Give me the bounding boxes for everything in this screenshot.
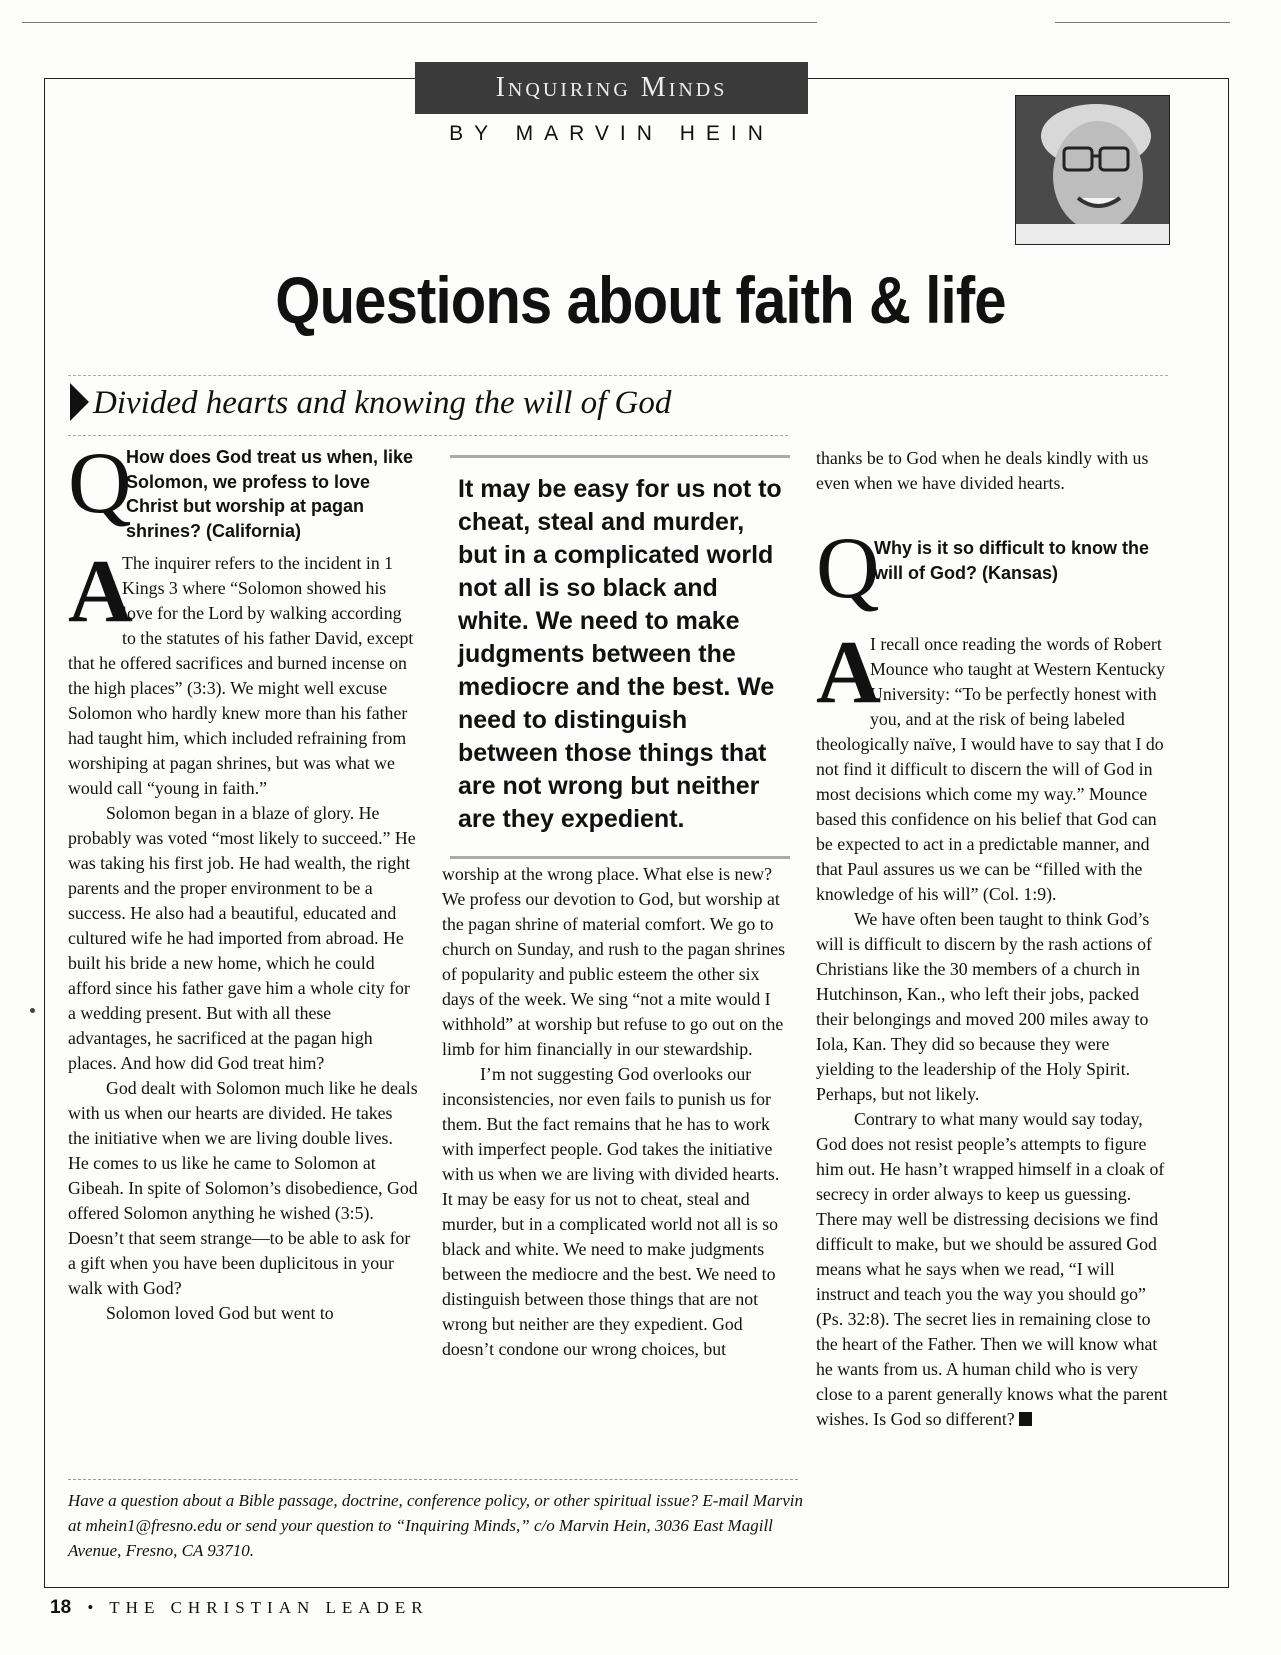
submission-note: Have a question about a Bible passage, doctrine, conference policy, or other spiritual issue? E-mail Marvin at mhein1@fresno.edu or send your question to “Inquiring Minds,” c/o Marvin Hein, 3036 East Magill Avenue, Fresno, CA 93710.: [68, 1491, 803, 1560]
answer-2-para-2: We have often been taught to think God’s will is difficult to discern by the rash actions of Christians like the 30 members of a church in Hutchinson, Kan., who left their jobs, packed their belongings and moved 200 miles away to Iola, Kan. They did so because they were yielding to the leadership of the Holy Spirit. Perhaps, but not likely.: [816, 909, 1152, 1104]
column-2-para-2: I’m not suggesting God overlooks our inconsistencies, nor even fails to punish us for them. But the fact remains that he has to work with imperfect people. God takes the initiative with us when we are living with divided hearts. It may be easy for us not to cheat, steal and murder, but in a complicated world not all is so black and white. We need to make judgments between the mediocre and the best. We need to distinguish between those things that are not wrong but neither are they expedient. God doesn’t condone our wrong choices, but: [442, 1064, 780, 1359]
answer-2-para-1: I recall once reading the words of Robert Mounce who taught at Western Kentucky University: “To be perfectly honest with you, and at the risk of being labeled theologically naïve, I would have to say that I do not find it difficult to discern the will of God in most decisions which come my way.” Mounce based this confidence on his belief that God can be expected to act in a predictable manner, and that Paul assures us we can be “filled with the knowledge of his will” (Col. 1:9).: [816, 634, 1166, 904]
deck: [70, 385, 671, 424]
footer-rule: [68, 1479, 798, 1480]
question-2-text: Why is it so difficult to know the will of God? (Kansas): [874, 538, 1149, 583]
column-kicker: Inquiring Minds: [415, 62, 808, 114]
byline: BY MARVIN HEIN: [449, 122, 774, 145]
folio: [50, 1597, 429, 1619]
author-photo: [1015, 95, 1170, 245]
magazine-name: THE CHRISTIAN LEADER: [109, 1598, 429, 1617]
q-dropcap: Q: [816, 520, 880, 617]
folio-separator: •: [87, 1598, 100, 1617]
column-2: [442, 862, 792, 1362]
answer-1: [68, 542, 418, 1326]
answer-1-para-1: The inquirer refers to the incident in 1 Kings 3 where “Solomon showed his love for the Lord by walking according to the statutes of his father David, except that he offered sacrifices and burned incense on the high places” (3:3). We might well excuse Solomon who hardly knew more than his father had taught him, which included refraining from worshiping at pagan shrines, but was what we would call “young in faith.”: [68, 553, 414, 798]
end-mark-icon: [1019, 1412, 1032, 1426]
question-1: [68, 435, 418, 543]
question-2: [816, 520, 1172, 624]
a-dropcap: A: [68, 542, 133, 641]
question-1-text: How does God treat us when, like Solomon, we profess to love Christ but worship at pagan shrines? (California): [126, 447, 414, 541]
margin-dot: [30, 1008, 35, 1013]
answer-2-para-3-text: Contrary to what many would say today, God does not resist people’s attempts to figure him out. He hasn’t wrapped himself in a cloak of secrecy in order always to keep us guessing. There may well be distressing decisions we find difficult to make, but we should be assured God means what he says when we read, “I will instruct and teach you the way you should go” (Ps. 32:8). The secret lies in remaining close to the heart of the Father. Then we will know what he wants from us. A human child who is very close to a parent generally knows what the parent wishes. Is God so different?: [816, 1109, 1168, 1429]
answer-1-para-2: Solomon began in a blaze of glory. He probably was voted “most likely to succeed.” He was taking his first job. He had wealth, the right parents and the proper environment to be a success. He also had a beautiful, educated and cultured wife he had imported from abroad. He built his bride a new home, which he could afford since his father gave him a whole city for a wedding present. But with all these advantages, he sacrificed at the pagan high places. And how did God treat him?: [68, 803, 416, 1073]
headline: Questions about faith & life: [275, 263, 1006, 337]
top-rule-right: [1055, 22, 1230, 23]
column-2-para-1: worship at the wrong place. What else is new? We profess our devotion to God, but worship at the pagan shrine of material comfort. We go to church on Sunday, and rush to the pagan shrines of popularity and public esteem the other six days of the week. We sing “not a mite would I withhold” at worship but refuse to go out on the limb for him financially in our stewardship.: [442, 864, 786, 1059]
answer-2: [816, 623, 1172, 1432]
page-number: 18: [50, 1597, 72, 1618]
answer-1-para-3: God dealt with Solomon much like he deals with us when our hearts are divided. He takes the initiative when we are living double lives. He comes to us like he came to Solomon at Gibeah. In spite of Solomon’s disobedience, God offered Solomon anything he wished (3:5). Doesn’t that seem strange—to be able to ask for a gift when you have been duplicitous in your walk with God?: [68, 1078, 418, 1298]
deck-rule: [68, 375, 1168, 376]
column-3: [816, 446, 1172, 1432]
column-3-para-1: thanks be to God when he deals kindly with us even when we have divided hearts.: [816, 448, 1149, 493]
column-1: [68, 435, 418, 1326]
top-rule: [22, 22, 817, 23]
pull-quote-text: It may be easy for us not to cheat, steal and murder, but in a complicated world not all is so black and white. We need to make judgments between the mediocre and the best. We need to distinguish between those things that are not wrong but neither are they expedient.: [458, 475, 782, 833]
pull-quote: [450, 455, 790, 859]
deck-rule-lower: [68, 435, 788, 436]
answer-1-para-4: Solomon loved God but went to: [106, 1303, 334, 1323]
q-dropcap: Q: [68, 435, 132, 532]
deck-text: Divided hearts and knowing the will of God: [93, 385, 672, 421]
a-dropcap: A: [816, 623, 881, 722]
triangle-bullet-icon: [70, 383, 89, 421]
answer-2-para-3: [816, 1107, 1172, 1432]
